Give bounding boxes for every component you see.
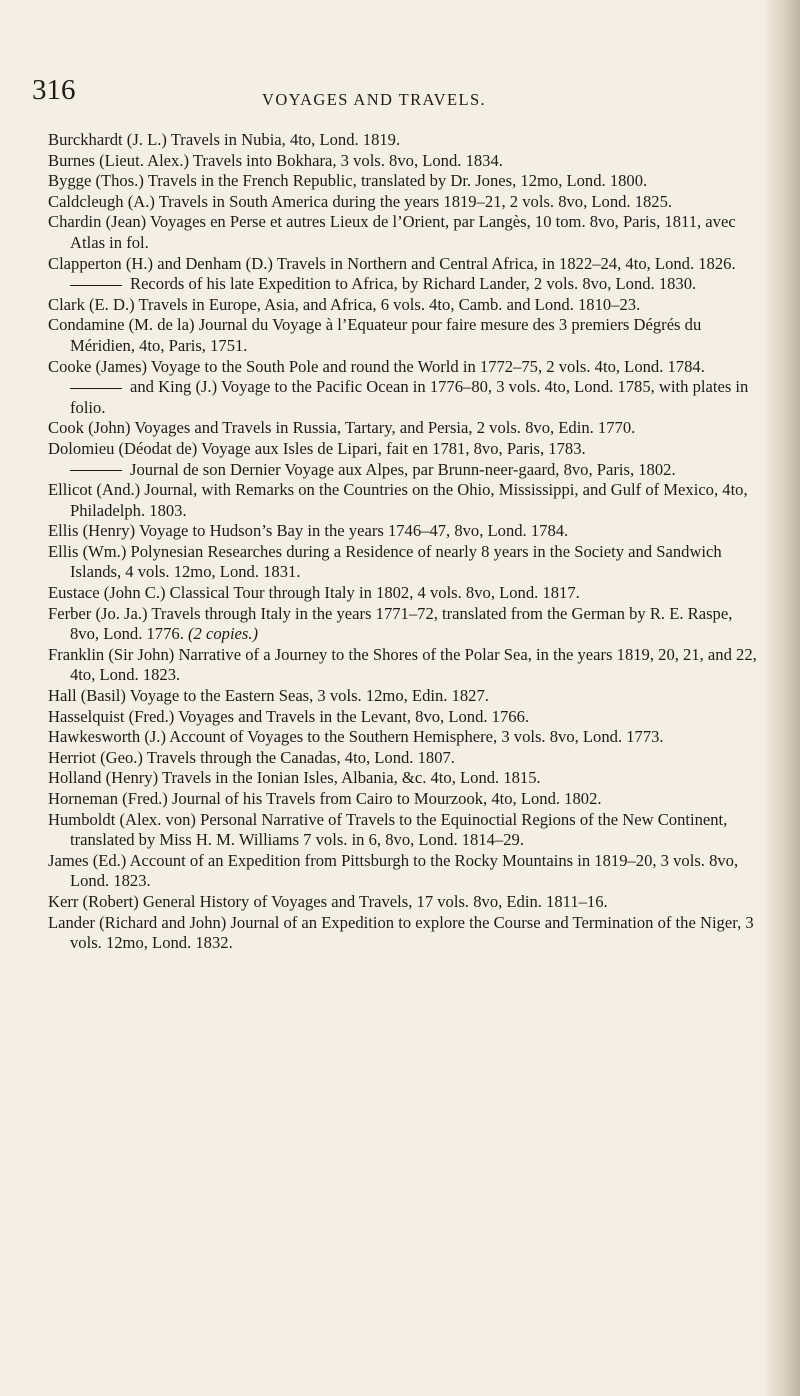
entry-text: Eustace (John C.) Classical Tour through Italy in 1802, 4 vols. 8vo, Lond. 1817. xyxy=(48,583,580,603)
entry-text: Bygge (Thos.) Travels in the French Republic, translated by Dr. Jones, 12mo, Lond. 1800. xyxy=(48,171,648,191)
list-item xyxy=(48,521,760,542)
entry-text: Humboldt (Alex. von) Personal Narrative of Travels to the Equinoctial Regions of the New Continent, translated by Miss H. M. Williams 7 vols. in 6, 8vo, Lond. 1814–29. xyxy=(48,809,728,850)
entry-text: Hall (Basil) Voyage to the Eastern Seas, 3 vols. 12mo, Edin. 1827. xyxy=(48,686,489,706)
list-item xyxy=(48,192,760,213)
list-item xyxy=(48,460,760,481)
list-item xyxy=(48,212,760,253)
list-item xyxy=(48,892,760,913)
list-item xyxy=(48,295,760,316)
list-item xyxy=(48,810,760,851)
entry-text: Ferber (Jo. Ja.) Travels through Italy in the years 1771–72, translated from the German by R. E. Raspe, 8vo, Lond. 1776. xyxy=(48,603,733,644)
entry-text: Burnes (Lieut. Alex.) Travels into Bokhara, 3 vols. 8vo, Lond. 1834. xyxy=(48,150,503,170)
entry-text: Holland (Henry) Travels in the Ionian Isles, Albania, &c. 4to, Lond. 1815. xyxy=(48,768,541,788)
ditto-dash xyxy=(70,388,122,389)
entry-text: Herriot (Geo.) Travels through the Canadas, 4to, Lond. 1807. xyxy=(48,747,455,767)
entry-text: Kerr (Robert) General History of Voyages and Travels, 17 vols. 8vo, Edin. 1811–16. xyxy=(48,891,608,911)
list-item xyxy=(48,686,760,707)
list-item xyxy=(48,254,760,275)
entry-note: (2 copies.) xyxy=(188,624,259,644)
entry-text: Ellicot (And.) Journal, with Remarks on the Countries on the Ohio, Mississippi, and Gulf of Mexico, 4to, Philadelph. 1803. xyxy=(48,480,748,520)
bibliography-list xyxy=(48,130,760,954)
list-item xyxy=(48,789,760,810)
list-item xyxy=(48,604,760,645)
list-item xyxy=(48,851,760,892)
list-item xyxy=(48,748,760,769)
entry-text: and King (J.) Voyage to the Pacific Ocean in 1776–80, 3 vols. 4to, Lond. 1785, with plates in folio. xyxy=(70,377,749,417)
entry-text: Hasselquist (Fred.) Voyages and Travels in the Levant, 8vo, Lond. 1766. xyxy=(48,706,530,726)
list-item xyxy=(48,130,760,151)
page-number: 316 xyxy=(32,74,76,106)
entry-text: Records of his late Expedition to Africa, by Richard Lander, 2 vols. 8vo, Lond. 1830. xyxy=(130,274,697,294)
page-edge xyxy=(766,0,800,1396)
entry-text: Horneman (Fred.) Journal of his Travels from Cairo to Mourzook, 4to, Lond. 1802. xyxy=(48,789,602,808)
entry-text: Cooke (James) Voyage to the South Pole and round the World in 1772–75, 2 vols. 4to, Lond. 1784. xyxy=(48,356,705,376)
entry-text: Clapperton (H.) and Denham (D.) Travels in Northern and Central Africa, in 1822–24, 4to, Lond. 1826. xyxy=(48,253,736,273)
list-item xyxy=(48,913,760,954)
entry-text: Caldcleugh (A.) Travels in South America during the years 1819–21, 2 vols. 8vo, Lond. 1825. xyxy=(48,191,673,211)
entry-text: Franklin (Sir John) Narrative of a Journey to the Shores of the Polar Sea, in the years 1819, 20, 21, and 22, 4to, Lond. 1823. xyxy=(48,644,757,685)
list-item xyxy=(48,542,760,583)
list-item xyxy=(48,583,760,604)
list-item xyxy=(48,727,760,748)
ditto-dash xyxy=(70,285,122,286)
entry-text: Burckhardt (J. L.) Travels in Nubia, 4to, Lond. 1819. xyxy=(48,130,401,149)
entry-text: Hawkesworth (J.) Account of Voyages to the Southern Hemisphere, 3 vols. 8vo, Lond. 1773. xyxy=(48,727,664,747)
list-item xyxy=(48,357,760,378)
list-item xyxy=(48,151,760,172)
list-item xyxy=(48,315,760,356)
list-item xyxy=(48,645,760,686)
entry-text: Dolomieu (Déodat de) Voyage aux Isles de Lipari, fait en 1781, 8vo, Paris, 1783. xyxy=(48,438,586,458)
list-item xyxy=(48,418,760,439)
list-item xyxy=(48,377,760,418)
entry-text: Chardin (Jean) Voyages en Perse et autres Lieux de l’Orient, par Langès, 10 tom. 8vo, Paris, 1811, avec Atlas in fol. xyxy=(48,212,736,252)
list-item xyxy=(48,768,760,789)
entry-text: James (Ed.) Account of an Expedition from Pittsburgh to the Rocky Mountains in 1819–20, 3 vols. 8vo, Lond. 1823. xyxy=(48,850,739,891)
entry-text: Lander (Richard and John) Journal of an Expedition to explore the Course and Termination of the Niger, 3 vols. 12mo, Lond. 1832. xyxy=(48,912,754,953)
entry-text: Condamine (M. de la) Journal du Voyage à l’Equateur pour faire mesure des 3 premiers Dégrés du Méridien, 4to, Paris, 1751. xyxy=(48,315,702,355)
entry-text: Cook (John) Voyages and Travels in Russia, Tartary, and Persia, 2 vols. 8vo, Edin. 1770. xyxy=(48,418,636,438)
list-item xyxy=(48,439,760,460)
entry-text: Journal de son Dernier Voyage aux Alpes, par Brunn-neer-gaard, 8vo, Paris, 1802. xyxy=(130,459,676,479)
list-item xyxy=(48,480,760,521)
list-item xyxy=(48,707,760,728)
entry-text: Ellis (Henry) Voyage to Hudson’s Bay in the years 1746–47, 8vo, Lond. 1784. xyxy=(48,521,569,541)
list-item xyxy=(48,171,760,192)
list-item xyxy=(48,274,760,295)
entry-text: Clark (E. D.) Travels in Europe, Asia, and Africa, 6 vols. 4to, Camb. and Lond. 1810–23. xyxy=(48,294,641,314)
ditto-dash xyxy=(70,470,122,471)
entry-text: Ellis (Wm.) Polynesian Researches during a Residence of nearly 8 years in the Society and Sandwich Islands, 4 vols. 12mo, Lond. 1831. xyxy=(48,541,722,582)
running-title: VOYAGES AND TRAVELS. xyxy=(262,90,487,109)
